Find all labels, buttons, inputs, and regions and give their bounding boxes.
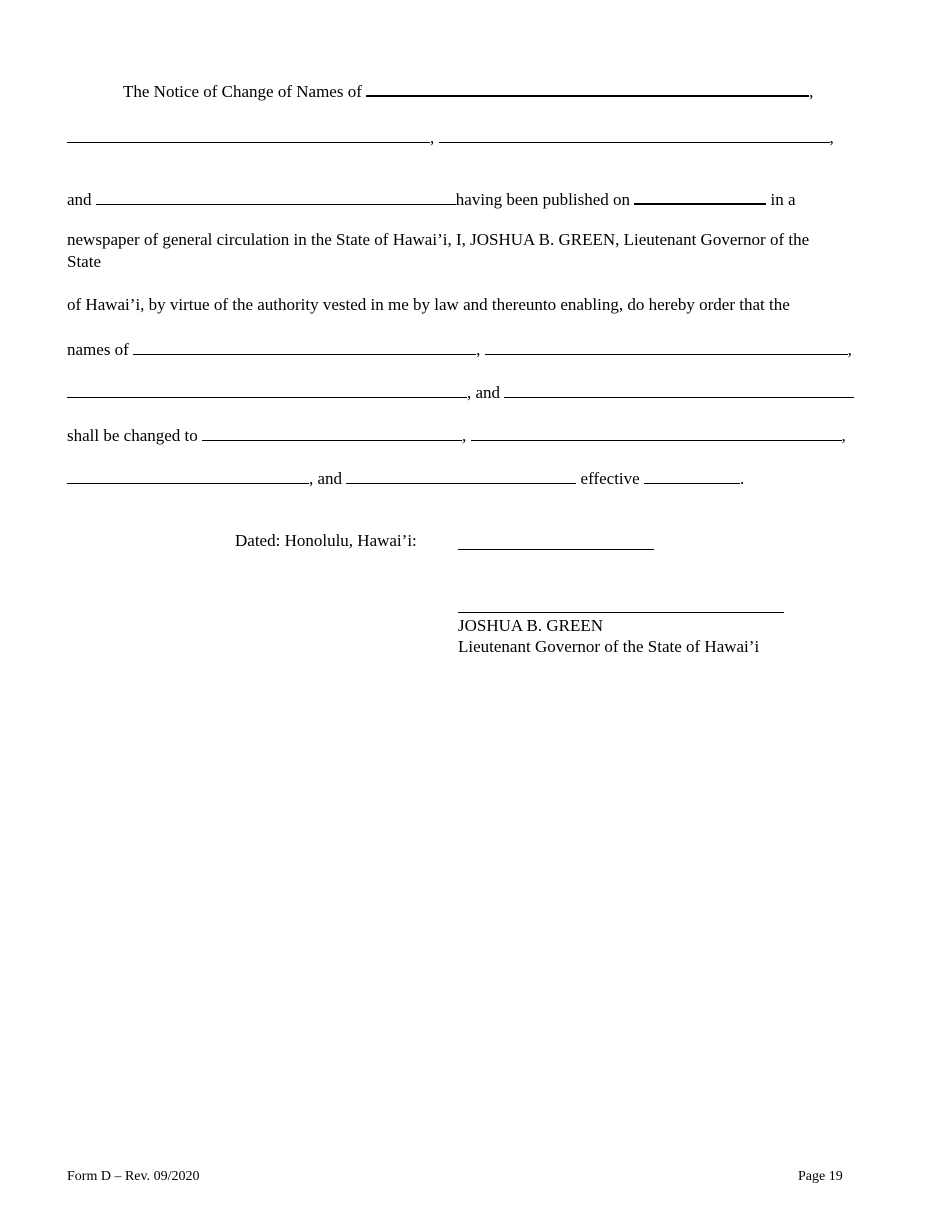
- authority-text: of Hawai’i, by virtue of the authority vested in me by law and thereunto enabling, do hereby order that the: [67, 295, 790, 314]
- names-blank-3[interactable]: [439, 126, 830, 143]
- comma: ,: [809, 82, 814, 101]
- dated-label: Dated: Honolulu, Hawai’i:: [235, 531, 417, 550]
- form-revision: Form D – Rev. 09/2020: [67, 1169, 200, 1184]
- new-name-blank-3[interactable]: [67, 467, 309, 484]
- line-published: [67, 187, 796, 210]
- old-name-blank-1[interactable]: [133, 338, 476, 355]
- and-label: and: [67, 190, 92, 209]
- and-label: , and: [309, 469, 343, 488]
- new-name-blank-1[interactable]: [202, 424, 462, 441]
- and-label: , and: [467, 383, 501, 402]
- newspaper-text: newspaper of general circulation in the State of Hawai’i, I, JOSHUA B. GREEN, Lieutenant Governor of the: [67, 230, 810, 249]
- line-names-continued: [67, 126, 834, 148]
- state-text: State: [67, 252, 101, 271]
- changed-to-label: shall be changed to: [67, 426, 198, 445]
- comma: ,: [847, 340, 852, 359]
- effective-label: effective: [580, 469, 640, 488]
- publish-date-blank[interactable]: [634, 187, 766, 205]
- comma: ,: [430, 128, 439, 147]
- signer-name: JOSHUA B. GREEN: [458, 616, 603, 635]
- comma: ,: [829, 128, 834, 147]
- line-changed-to: [67, 424, 846, 446]
- new-name-blank-4[interactable]: [346, 467, 576, 484]
- names-of-label: names of: [67, 340, 129, 359]
- comma: ,: [476, 340, 485, 359]
- names-blank-1[interactable]: [366, 79, 809, 97]
- notice-label: The Notice of Change of Names of: [123, 82, 362, 101]
- in-a-label: in a: [770, 190, 796, 209]
- line-names-and: [67, 381, 854, 403]
- old-name-blank-3[interactable]: [67, 381, 467, 398]
- line-state: [67, 252, 101, 272]
- line-effective: [67, 467, 744, 489]
- names-blank-4[interactable]: [96, 188, 456, 205]
- line-names-of: [67, 338, 852, 360]
- new-name-blank-2[interactable]: [471, 424, 842, 441]
- signer-title: Lieutenant Governor of the State of Hawai’i: [458, 637, 760, 656]
- dated-blank[interactable]: [458, 549, 654, 550]
- comma: ,: [841, 426, 846, 445]
- published-label: having been published on: [455, 190, 631, 209]
- old-name-blank-2[interactable]: [485, 338, 848, 355]
- old-name-blank-4[interactable]: [504, 381, 854, 398]
- page-number: Page 19: [798, 1169, 843, 1184]
- line-newspaper: [67, 230, 809, 250]
- line-notice-of-change: [123, 79, 813, 102]
- period: .: [739, 469, 745, 488]
- line-authority: [67, 295, 790, 315]
- names-blank-2[interactable]: [67, 126, 430, 143]
- comma: ,: [462, 426, 471, 445]
- signature-line[interactable]: [458, 612, 784, 613]
- effective-date-blank[interactable]: [644, 467, 740, 484]
